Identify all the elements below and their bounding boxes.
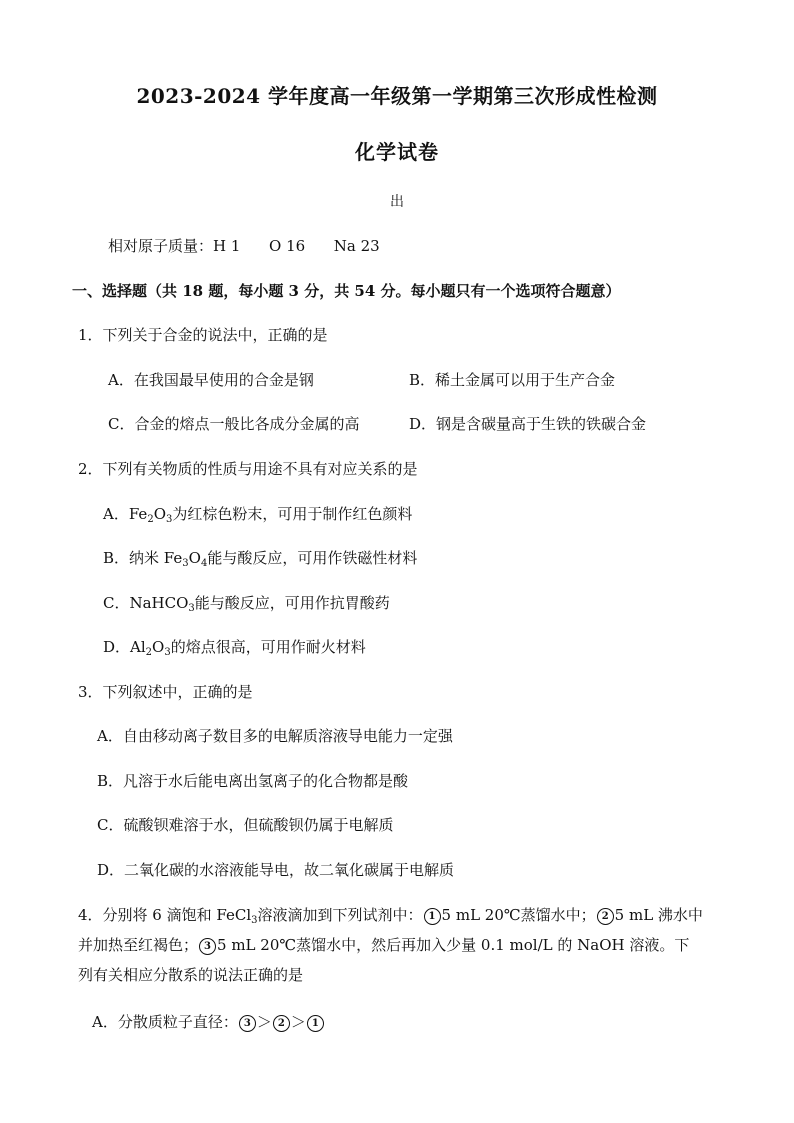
subject-title: 化学试卷 <box>355 140 439 164</box>
question-4-stem-line-3: 列有关相应分散系的说法正确的是 <box>78 966 304 984</box>
circled-number-2: 2 <box>273 1015 290 1032</box>
question-1-stem: 1．下列关于合金的说法中，正确的是 <box>78 326 328 344</box>
circled-number-3: 3 <box>239 1015 256 1032</box>
question-3-option-c: C．硫酸钡难溶于水，但硫酸钡仍属于电解质 <box>97 816 394 834</box>
question-3-stem: 3．下列叙述中，正确的是 <box>78 683 253 701</box>
question-2-option-a: A．$Fe_2O_3$为红棕色粉末，可用于制作红色颜料 <box>103 505 413 525</box>
question-4-option-a: A．分散质粒子直径： 3 ＞ 2 ＞ 1 <box>92 1012 325 1032</box>
circled-number-1: 1 <box>424 908 441 925</box>
question-1-option-d: D．钢是含碳量高于生铁的铁碳合金 <box>409 415 647 433</box>
circled-number-1: 1 <box>307 1015 324 1032</box>
circled-number-2: 2 <box>597 908 614 925</box>
question-2-option-b: B．纳米 $Fe_3O_4$能与酸反应，可用作铁磁性材料 <box>103 549 418 569</box>
question-4-stem-line-2: 并加热至红褐色； 3 5 mL 20℃蒸馏水中，然后再加入少量 0.1 mol/L 的 NaOH 溶液。下 <box>78 936 690 954</box>
question-1-option-a: A．在我国最早使用的合金是钢 <box>108 371 314 389</box>
atomic-mass-line: 相对原子质量：H 1 O 16 Na 23 <box>108 237 380 255</box>
circled-number-3: 3 <box>199 938 216 955</box>
header-mark: 出 <box>390 194 404 210</box>
question-3-option-b: B．凡溶于水后能电离出氢离子的化合物都是酸 <box>97 772 409 790</box>
question-3-option-a: A．自由移动离子数目多的电解质溶液导电能力一定强 <box>97 727 453 745</box>
question-4-stem-line-1: 4．分别将 6 滴饱和 FeCl$_3$溶液滴加到下列试剂中： 1 5 mL 20℃蒸馏水中； 2 5 mL 沸水中 <box>78 906 703 926</box>
question-1-option-c: C．合金的熔点一般比各成分金属的高 <box>108 415 360 433</box>
question-2-option-d: D．$Al_2O_3$的熔点很高，可用作耐火材料 <box>103 638 366 658</box>
question-3-option-d: D．二氧化碳的水溶液能导电，故二氧化碳属于电解质 <box>97 861 455 879</box>
section-heading: 一、选择题（共 18 题，每小题 3 分，共 54 分。每小题只有一个选项符合题意） <box>72 282 621 300</box>
question-2-option-c: C．NaHCO$_3$能与酸反应，可用作抗胃酸药 <box>103 594 390 614</box>
question-2-stem: 2．下列有关物质的性质与用途不具有对应关系的是 <box>78 460 418 478</box>
page-title: 2023-2024 学年度高一年级第一学期第三次形成性检测 <box>136 84 658 108</box>
question-1-option-b: B．稀土金属可以用于生产合金 <box>409 371 616 389</box>
